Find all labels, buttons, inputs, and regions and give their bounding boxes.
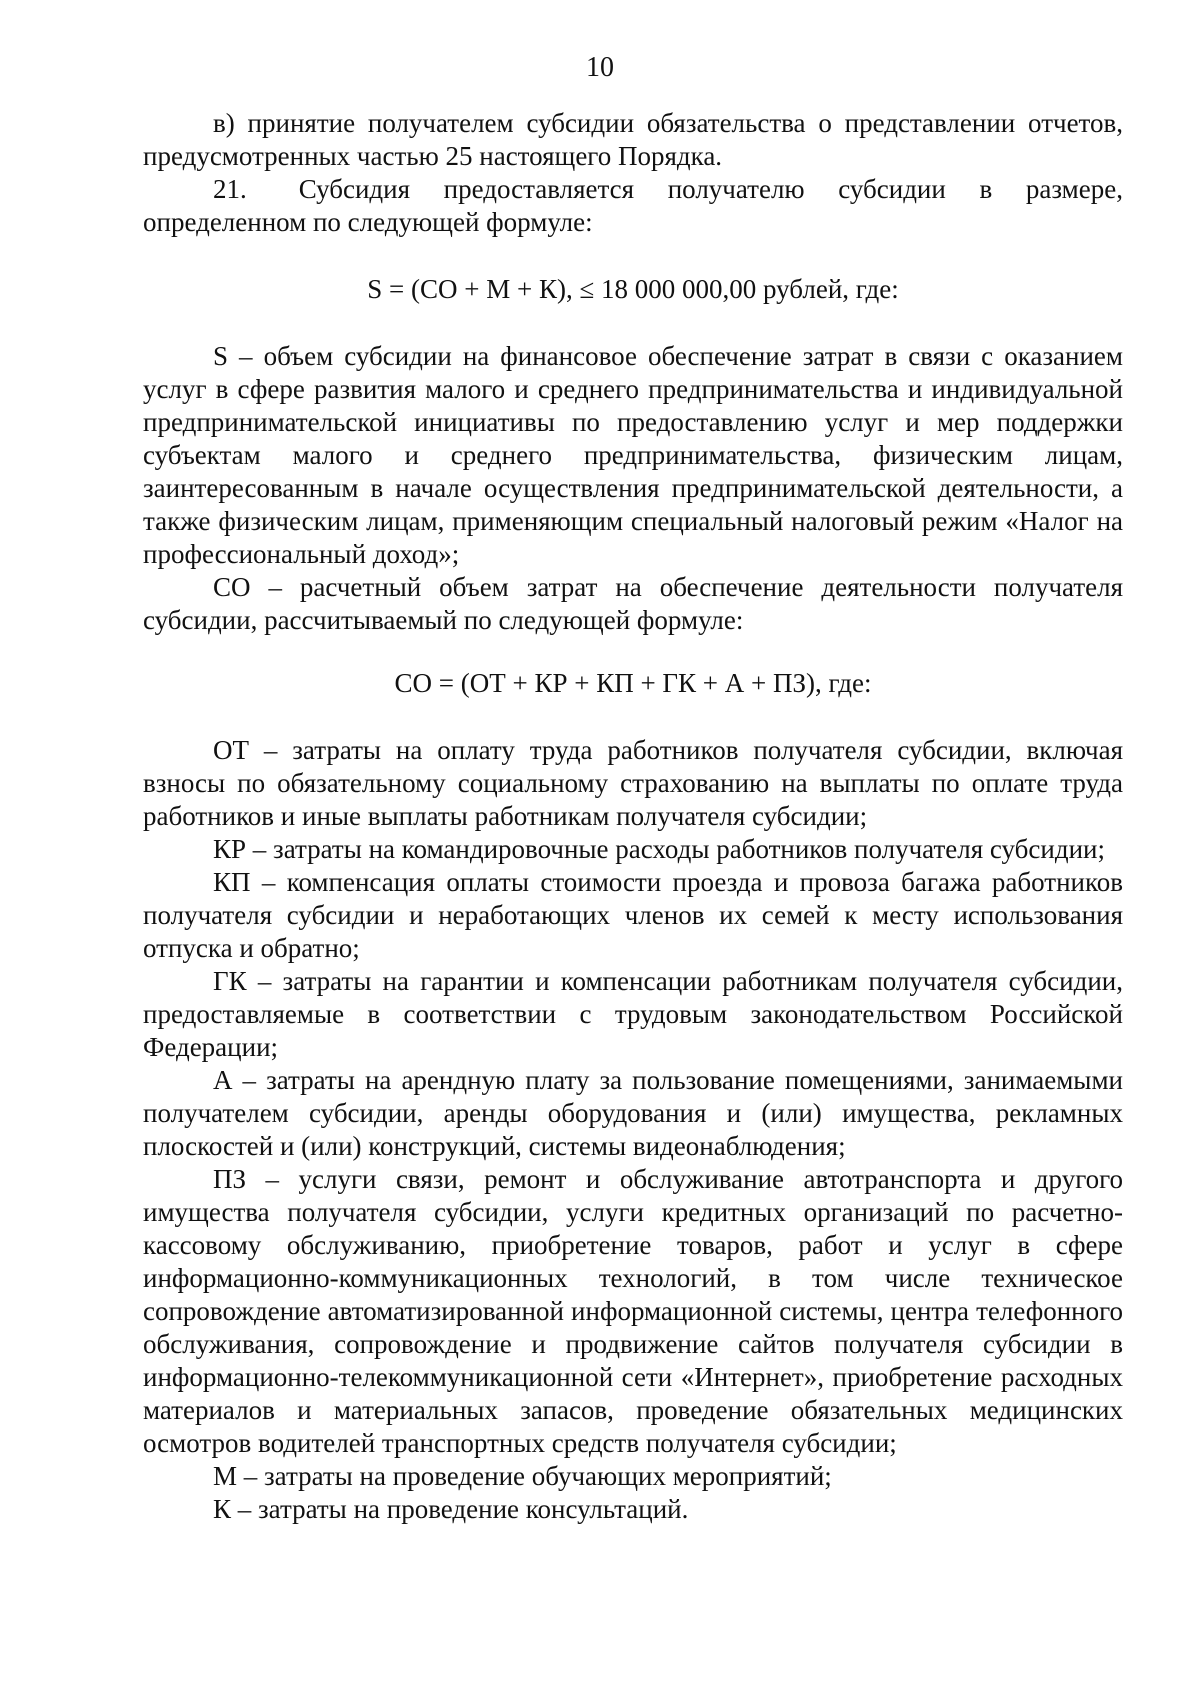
definition-s: S – объем субсидии на финансовое обеспечение затрат в связи с оказанием услуг в сфере развития малого и среднего предпринимательства и индивидуальной предпринимательской инициативы по предоставлению услуг и мер поддержки субъектам малого и среднего предпринимательства, физическим лицам, заинтересованным в начале осуществления предпринимательской деятельности, а также физическим лицам, применяющим специальный налоговый режим «Налог на профессиональный доход»;	[143, 341, 1123, 569]
definition-co: СО – расчетный объем затрат на обеспечение деятельности получателя субсидии, рассчитываемый по следующей формуле:	[143, 572, 1123, 635]
definition-k: К – затраты на проведение консультаций.	[213, 1494, 689, 1524]
definition-m: М – затраты на проведение обучающих мероприятий;	[213, 1461, 832, 1491]
definition-ot: ОТ – затраты на оплату труда работников получателя субсидии, включая взносы по обязательному социальному страхованию на выплаты по оплате труда работников и иные выплаты работникам получателя субсидии;	[143, 735, 1123, 831]
paragraph-21	[143, 173, 1123, 239]
definition-gk: ГК – затраты на гарантии и компенсации работникам получателя субсидии, предоставляемые в соответствии с трудовым законодательством Российской Федерации;	[143, 966, 1123, 1062]
paragraph-21-text: Субсидия предоставляется получателю субсидии в размере, определенном по следующей формуле:	[143, 174, 1123, 237]
definition-a: А – затраты на арендную плату за пользование помещениями, занимаемыми получателем субсидии, аренды оборудования и (или) имущества, рекламных плоскостей и (или) конструкций, системы видеонаблюдения;	[143, 1065, 1123, 1161]
formula-co: СО = (ОТ + КР + КП + ГК + А + ПЗ), где:	[394, 668, 872, 698]
document-body	[143, 107, 1123, 1526]
formula-subsidy: S = (СО + М + К), ≤ 18 000 000,00 рублей, где:	[367, 274, 899, 304]
paragraph-v: в) принятие получателем субсидии обязательства о представлении отчетов, предусмотренных частью 25 настоящего Порядка.	[143, 108, 1123, 171]
definition-kr: КР – затраты на командировочные расходы работников получателя субсидии;	[213, 834, 1105, 864]
definition-kp: КП – компенсация оплаты стоимости проезда и провоза багажа работников получателя субсидии и неработающих членов их семей к месту использования отпуска и обратно;	[143, 867, 1123, 963]
definition-pz: ПЗ – услуги связи, ремонт и обслуживание автотранспорта и другого имущества получателя субсидии, услуги кредитных организаций по расчетно-кассовому обслуживанию, приобретение товаров, работ и услуг в сфере информационно-коммуникационных технологий, в том числе техническое сопровождение автоматизированной информационной системы, центра телефонного обслуживания, сопровождение и продвижение сайтов получателя субсидии в информационно-телекоммуникационной сети «Интернет», приобретение расходных материалов и материальных запасов, проведение обязательных медицинских осмотров водителей транспортных средств получателя субсидии;	[143, 1164, 1123, 1458]
paragraph-21-number: 21.	[213, 174, 247, 204]
page-number: 10	[586, 52, 614, 83]
